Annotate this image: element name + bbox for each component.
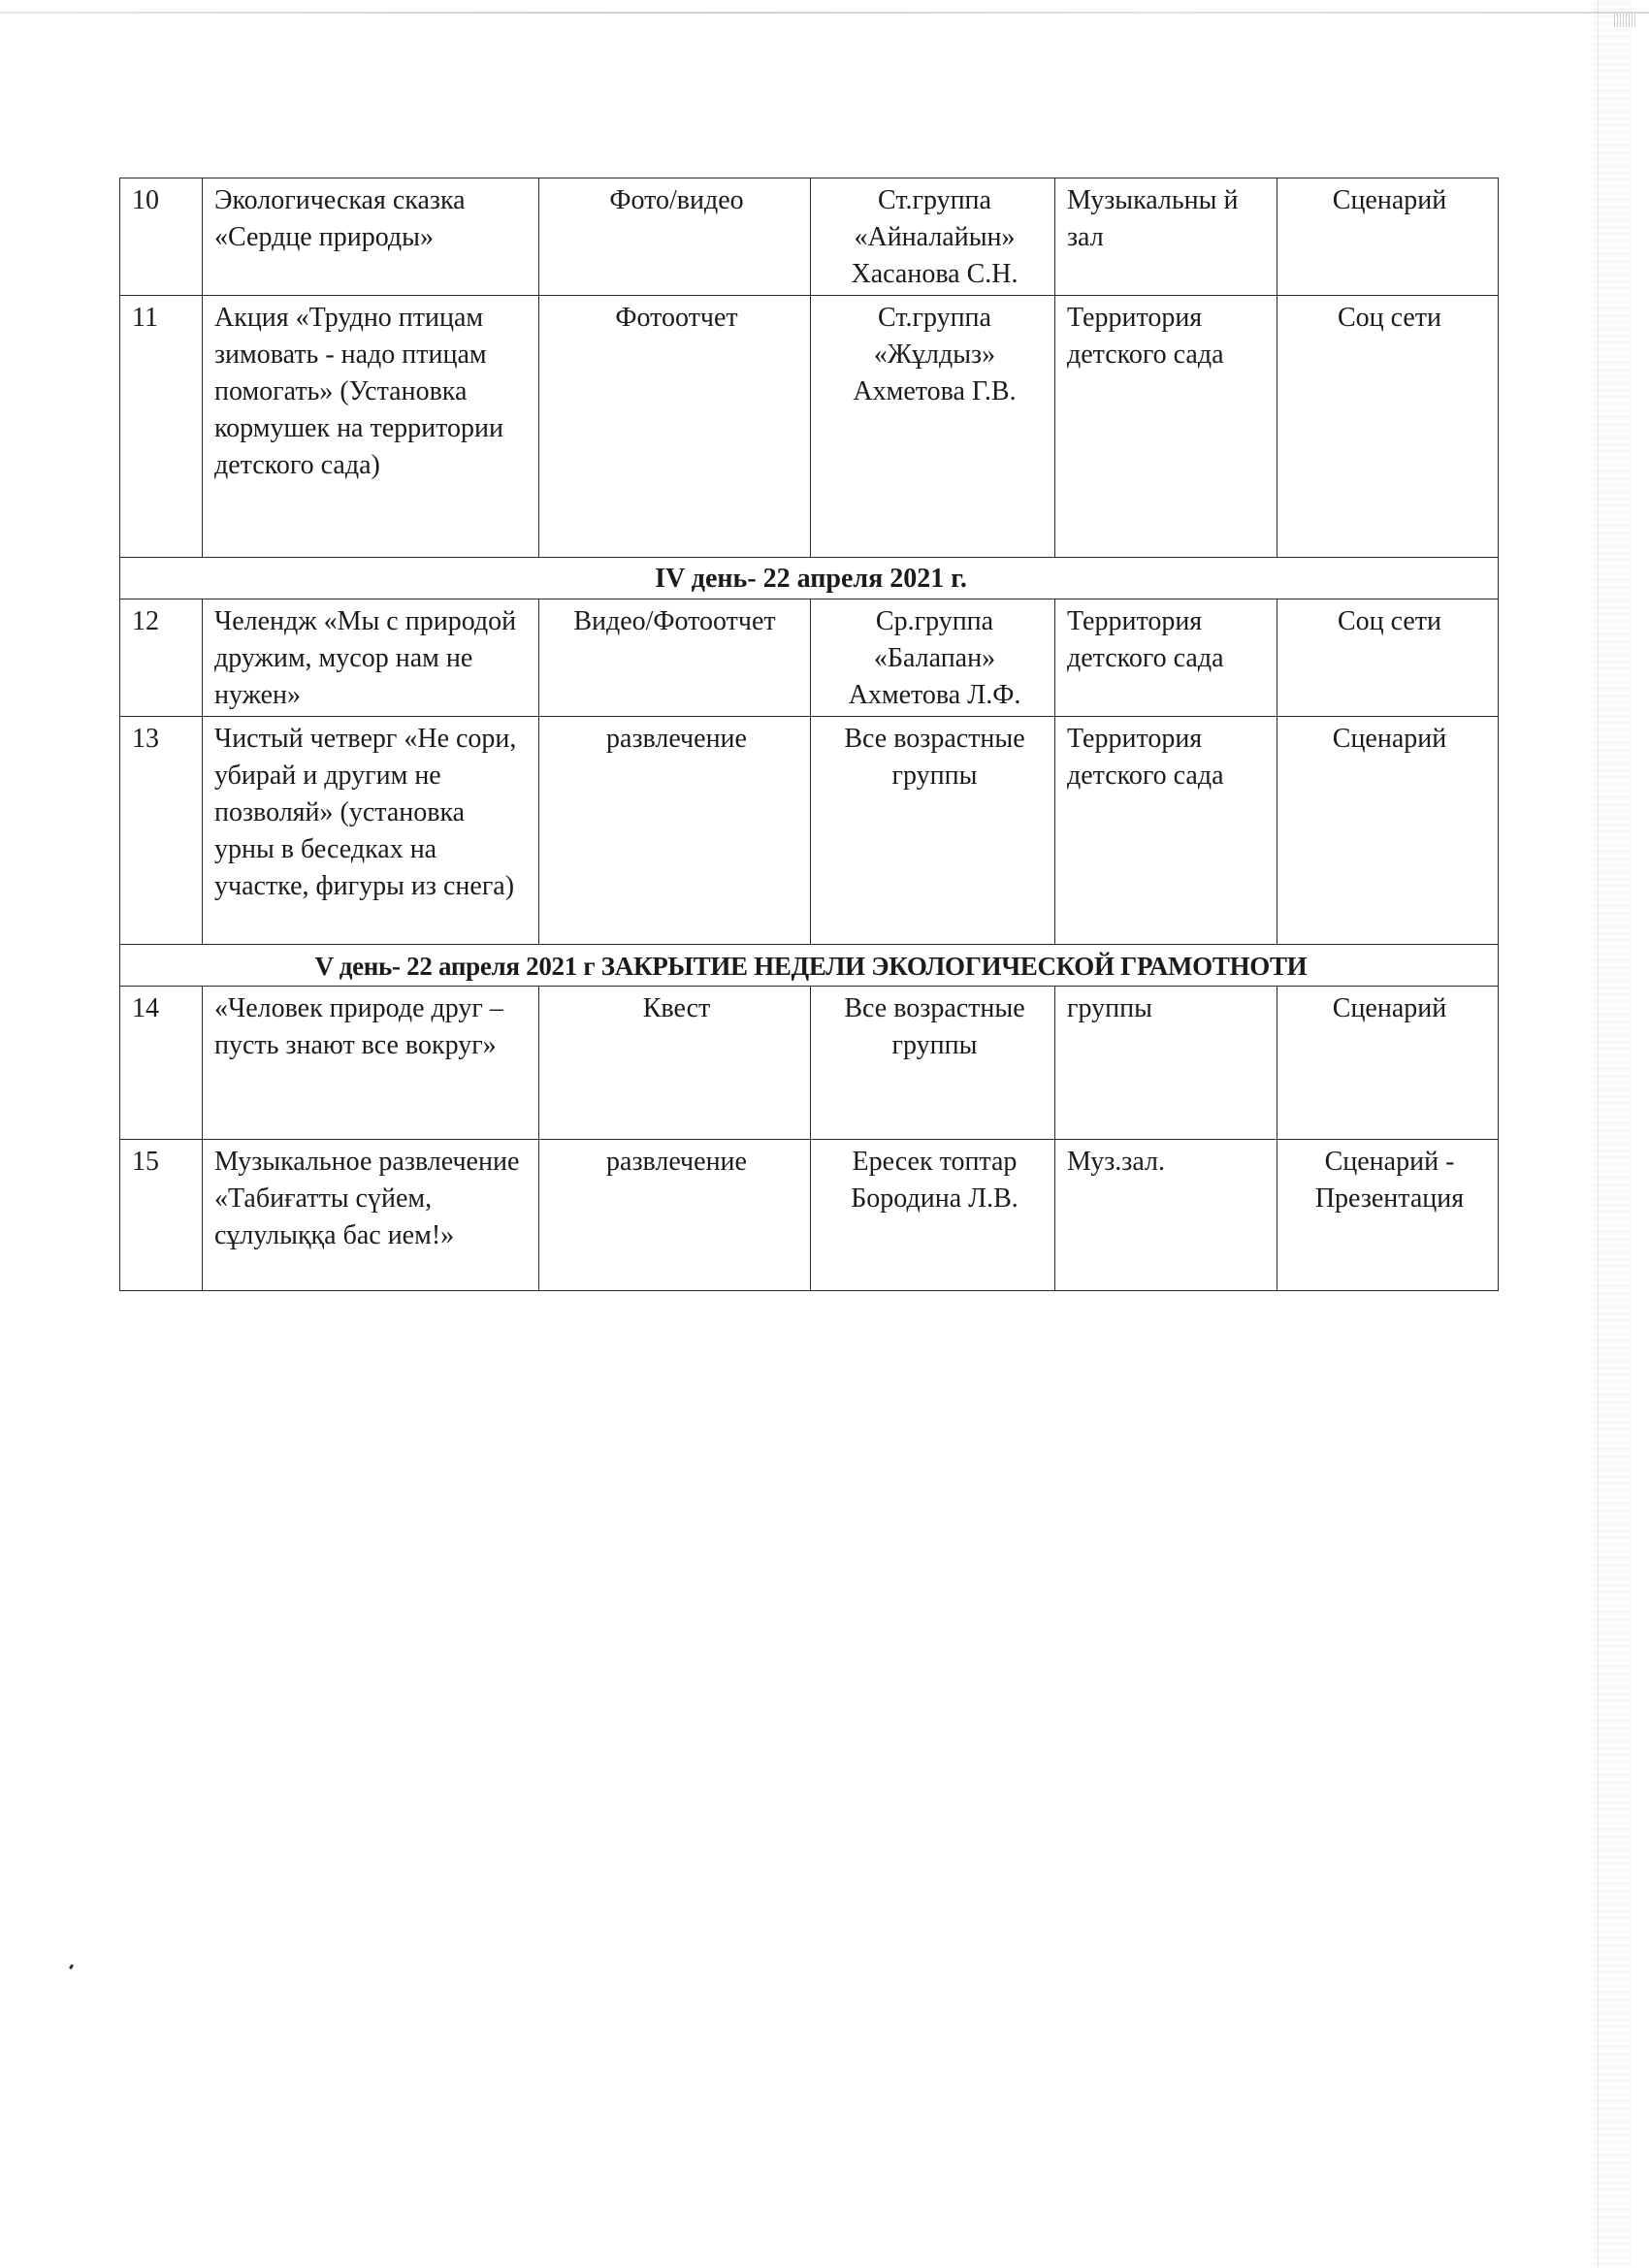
event-form: Фотоотчет	[539, 296, 811, 558]
event-title: Музыкальное развлечение «Табиғатты сүйем, сұлулыққа бас ием!»	[203, 1140, 539, 1291]
event-title: Чистый четверг «Не сори, убирай и другим не позволяй» (установка урны в беседках на участке, фигуры из снега)	[203, 717, 539, 945]
event-place: Территория детского сада	[1055, 599, 1277, 717]
day-header-row	[120, 558, 1499, 599]
event-group: Все возрастные группы	[811, 717, 1055, 945]
event-place: группы	[1055, 987, 1277, 1140]
event-result: Сценарий - Презентация	[1277, 1140, 1499, 1291]
event-title: «Человек природе друг – пусть знают все вокруг»	[203, 987, 539, 1140]
event-result: Соц сети	[1277, 296, 1499, 558]
event-form: Фото/видео	[539, 178, 811, 296]
event-group: Ст.группа «Жұлдыз» Ахметова Г.В.	[811, 296, 1055, 558]
event-result: Сценарий	[1277, 178, 1499, 296]
table-row	[120, 178, 1499, 296]
day-5-header: V день- 22 апреля 2021 г ЗАКРЫТИЕ НЕДЕЛИ ЭКОЛОГИЧЕСКОЙ ГРАМОТНОТИ	[120, 945, 1499, 987]
event-place: Территория детского сада	[1055, 717, 1277, 945]
event-form: развлечение	[539, 717, 811, 945]
event-title: Акция «Трудно птицам зимовать - надо птицам помогать» (Установка кормушек на территории детского сада)	[203, 296, 539, 558]
events-table	[119, 178, 1499, 1291]
event-form: Квест	[539, 987, 811, 1140]
table-row	[120, 296, 1499, 558]
event-place: Музыкальны й зал	[1055, 178, 1277, 296]
event-place: Территория детского сада	[1055, 296, 1277, 558]
day-header-row	[120, 945, 1499, 987]
scan-top-edge	[0, 12, 1649, 14]
table-row	[120, 987, 1499, 1140]
row-number: 12	[120, 599, 203, 717]
event-group: Все возрастные группы	[811, 987, 1055, 1140]
row-number: 14	[120, 987, 203, 1140]
row-number: 13	[120, 717, 203, 945]
event-title: Экологическая сказка «Сердце природы»	[203, 178, 539, 296]
event-form: развлечение	[539, 1140, 811, 1291]
event-form: Видео/Фотоотчет	[539, 599, 811, 717]
event-group: Ср.группа «Балапан» Ахметова Л.Ф.	[811, 599, 1055, 717]
event-result: Соц сети	[1277, 599, 1499, 717]
row-number: 10	[120, 178, 203, 296]
event-result: Сценарий	[1277, 717, 1499, 945]
scan-right-edge	[1593, 0, 1632, 2268]
event-result: Сценарий	[1277, 987, 1499, 1140]
table-row	[120, 599, 1499, 717]
table-row	[120, 1140, 1499, 1291]
event-group: Ересек топтар Бородина Л.В.	[811, 1140, 1055, 1291]
scan-speck	[69, 1964, 74, 1970]
scan-corner-mark	[1614, 14, 1637, 27]
row-number: 15	[120, 1140, 203, 1291]
event-place: Муз.зал.	[1055, 1140, 1277, 1291]
day-4-header: IV день- 22 апреля 2021 г.	[120, 558, 1499, 599]
event-group: Ст.группа «Айналайын» Хасанова С.Н.	[811, 178, 1055, 296]
event-title: Челендж «Мы с природой дружим, мусор нам не нужен»	[203, 599, 539, 717]
table-row	[120, 717, 1499, 945]
row-number: 11	[120, 296, 203, 558]
